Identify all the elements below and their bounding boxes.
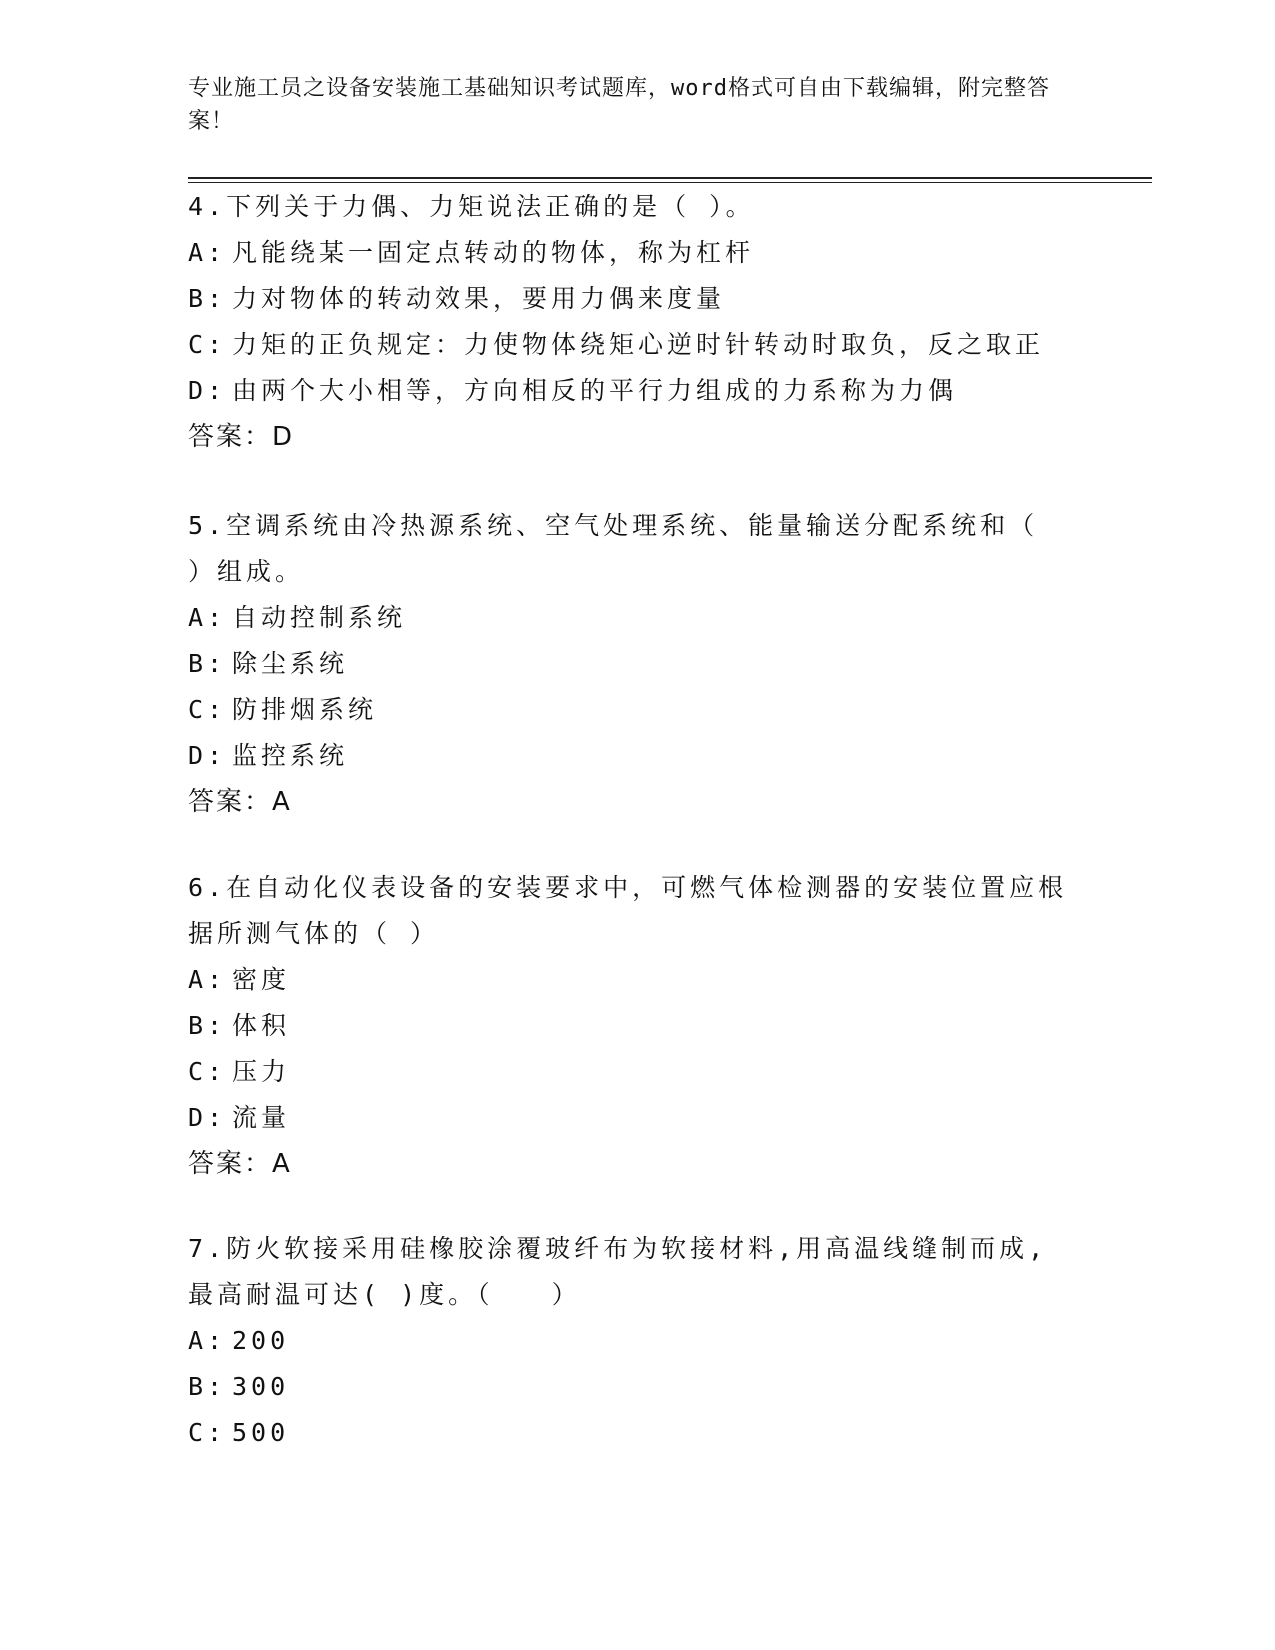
option-text: 流量 bbox=[232, 1103, 291, 1132]
option-letter: B: bbox=[188, 284, 227, 313]
option-b bbox=[188, 641, 1068, 687]
option-text: 自动控制系统 bbox=[232, 603, 407, 632]
option-letter: B: bbox=[188, 1372, 227, 1401]
option-d bbox=[188, 368, 1068, 414]
question-7 bbox=[188, 1226, 1068, 1456]
option-text: 压力 bbox=[232, 1057, 291, 1086]
option-letter: D: bbox=[188, 741, 227, 770]
option-letter: A: bbox=[188, 603, 227, 632]
option-a bbox=[188, 957, 1068, 1003]
option-text: 防排烟系统 bbox=[232, 695, 378, 724]
question-stem: 7.防火软接采用硅橡胶涂覆玻纤布为软接材料,用高温线缝制而成,最高耐温可达( )度。（ ） bbox=[188, 1234, 1048, 1309]
question-6 bbox=[188, 865, 1068, 1187]
option-letter: C: bbox=[188, 1418, 227, 1447]
option-text: 密度 bbox=[232, 965, 291, 994]
option-text: 由两个大小相等，方向相反的平行力组成的力系称为力偶 bbox=[232, 376, 958, 405]
option-text: 力矩的正负规定：力使物体绕矩心逆时针转动时取负，反之取正 bbox=[232, 330, 1045, 359]
option-letter: B: bbox=[188, 1011, 227, 1040]
option-text: 监控系统 bbox=[232, 741, 349, 770]
answer-label: 答案：A bbox=[188, 1149, 292, 1179]
answer-label: 答案：A bbox=[188, 787, 292, 817]
header-divider-thick bbox=[188, 177, 1152, 179]
option-c bbox=[188, 687, 1068, 733]
option-d bbox=[188, 733, 1068, 779]
option-letter: A: bbox=[188, 1326, 227, 1355]
question-stem: 6.在自动化仪表设备的安装要求中，可燃气体检测器的安装位置应根据所测气体的（ ） bbox=[188, 873, 1068, 948]
option-b bbox=[188, 1003, 1068, 1049]
option-letter: C: bbox=[188, 695, 227, 724]
header-divider-thin bbox=[188, 182, 1152, 183]
option-text: 力对物体的转动效果，要用力偶来度量 bbox=[232, 284, 726, 313]
option-letter: B: bbox=[188, 649, 227, 678]
option-text: 除尘系统 bbox=[232, 649, 349, 678]
option-text: 凡能绕某一固定点转动的物体，称为杠杆 bbox=[232, 238, 755, 267]
question-stem: 5.空调系统由冷热源系统、空气处理系统、能量输送分配系统和（ ）组成。 bbox=[188, 511, 1039, 586]
option-c bbox=[188, 1410, 1068, 1456]
option-letter: C: bbox=[188, 330, 227, 359]
question-4 bbox=[188, 184, 1068, 460]
option-c bbox=[188, 1049, 1068, 1095]
option-letter: D: bbox=[188, 1103, 227, 1132]
option-c bbox=[188, 322, 1068, 368]
option-letter: C: bbox=[188, 1057, 227, 1086]
option-a bbox=[188, 1318, 1068, 1364]
option-text: 体积 bbox=[232, 1011, 291, 1040]
option-d bbox=[188, 1095, 1068, 1141]
document-header: 专业施工员之设备安装施工基础知识考试题库，word格式可自由下载编辑，附完整答案！ bbox=[188, 76, 1050, 134]
option-b bbox=[188, 276, 1068, 322]
question-5 bbox=[188, 503, 1068, 825]
option-a bbox=[188, 595, 1068, 641]
option-text: 300 bbox=[232, 1372, 290, 1401]
question-stem: 4.下列关于力偶、力矩说法正确的是（ ）。 bbox=[188, 192, 755, 221]
option-a bbox=[188, 230, 1068, 276]
option-b bbox=[188, 1364, 1068, 1410]
option-letter: A: bbox=[188, 238, 227, 267]
option-letter: A: bbox=[188, 965, 227, 994]
option-text: 500 bbox=[232, 1418, 290, 1447]
option-letter: D: bbox=[188, 376, 227, 405]
option-text: 200 bbox=[232, 1326, 290, 1355]
answer-label: 答案：D bbox=[188, 422, 295, 452]
